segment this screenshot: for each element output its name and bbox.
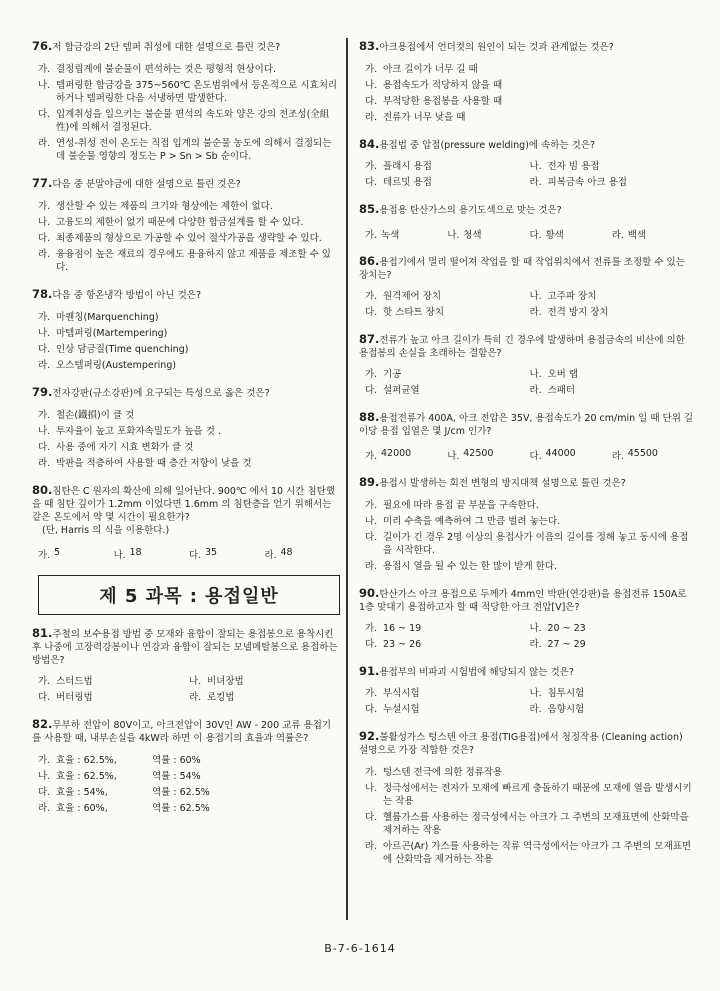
option: 고주파 장치 [547,291,597,302]
option: 백색 [627,230,647,241]
option: 생산할 수 있는 제품의 크기와 형상에는 제한이 없다. [56,201,273,212]
option: 피복금속 아크 용접 [547,177,627,188]
option: 테르밋 용접 [383,177,432,188]
question-83: 83.아크용접에서 언더컷의 원인이 되는 것과 관계없는 것은? 가. 아크 길이가 너무 길 때 나. 용접속도가 적당하지 않을 때 다. 부적당한 용접봉을 사용할 때 라. 전류가 너무 낮을 때 [359,40,694,124]
option: 44000 [545,448,576,459]
right-column [359,40,694,880]
option: 황색 [545,230,564,241]
option: 전격 방지 장치 [547,307,609,318]
question-note: (단, Harris 의 식을 이용한다.) [42,525,170,536]
option: 플래시 용접 [383,161,432,172]
question-88: 88.용접전류가 400A, 아크 전압은 35V, 용접속도가 20 cm/min 일 때 단위 길이당 용접 입열은 몇 J/cm 인가? 가. 42000 나. 42500 다. 44000 라. 45500 [359,410,694,462]
option: 18 [129,547,142,558]
option: 마템퍼링(Martempering) [56,328,168,339]
option: 설퍼균열 [383,385,420,396]
option: 35 [205,547,218,558]
option: 용접시 열을 될 수 있는 한 많이 받게 한다. [383,561,558,572]
option: 박판을 적층하여 사용할 때 층간 저항이 낮을 것 [56,458,252,469]
option: 다. 효율 : 54%, 역률 : 62.5% [38,787,210,798]
option: 나. 효율 : 62.5%, 역률 : 54% [38,771,201,782]
question-87: 87.전류가 높고 아크 길이가 특히 긴 경우에 발생하며 용접금속의 비산에 의한 용접봉의 손실을 초래하는 결함은? 가. 기공 나. 오버 랩 다. 설퍼균열 라. 스패터 [359,332,685,396]
option: 아르곤(Ar) 가스를 사용하는 직류 역극성에서는 아크가 그 주변의 모재표면에 산화막을 제거하는 작용 [383,841,692,865]
option: 헬륨가스를 사용하는 정극성에서는 아크가 그 주변의 모재표면에 산화막을 제거하는 작용 [383,812,689,836]
option: 길이가 긴 경우 2명 이상의 용접사가 이음의 길이를 정해 놓고 동시에 용접을 시작한다. [383,532,689,556]
option: 고융도의 제한이 없기 때문에 다양한 합금설계를 할 수 있다. [56,217,304,228]
option: 투자율이 높고 포화자속밀도가 높을 것 . [56,426,221,437]
option: 융융점이 높은 재료의 경우에도 용융하지 않고 제품을 제조할 수 있다. [56,249,331,273]
option: 로킹법 [207,692,235,703]
page-footer-code: B-7-6-1614 [324,942,396,955]
option: 미리 수축을 예측하여 그 만큼 벌려 놓는다. [383,516,561,527]
option: 27 ~ 29 [547,639,586,650]
option: 마퀜칭(Marquenching) [56,312,159,323]
section-title: 제 5 과목 : 용접일반 [38,575,340,615]
option: 부식시험 [383,688,420,699]
option: 5 [54,547,61,558]
option: 누설시험 [383,704,420,715]
option: 스패터 [547,385,576,396]
question-86: 86.용접기에서 멀리 떨어져 작업을 할 때 작업위치에서 전류를 조정할 수 있는 장치는? 가. 원격제어 장치 나. 고주파 장치 다. 핫 스타트 장치 라. 전격 방지 장치 [359,254,685,318]
option: 텅스텐 전극에 의한 정류작용 [383,767,503,778]
option: 원격제어 장치 [383,291,442,302]
question-89: 89.용접시 발생하는 회전 변형의 방지대책 설명으로 틀린 것은? 가. 필요에 따라 용접 끝 부분을 구속한다. 나. 미리 수축을 예측하여 그 만큼 벌려 놓는다. 다. 길이가 긴 경우 2명 이상의 용접사가 이음의 길이를 정해 놓고 동시에 용접을 시작한다. 라. 용접시 열을 될 수 있는 한 많이 받게 한다. [359,476,694,573]
option: 전류가 너무 낮을 때 [383,112,466,123]
option: 용접속도가 적당하지 않을 때 [383,80,503,91]
option: 부적당한 용접봉을 사용할 때 [383,96,503,107]
option: 비녀장법 [207,676,244,687]
option: 기공 [383,369,402,380]
option: 48 [280,547,293,558]
option: 오버 랩 [547,369,579,380]
option: 16 ~ 19 [383,623,422,634]
option: 녹색 [381,230,400,241]
column-divider [346,38,348,920]
option: 23 ~ 26 [383,639,422,650]
question-85: 85.용접용 탄산가스의 용기도색으로 맞는 것은? 가. 녹색 나. 청색 다. 황색 라. 백색 [359,202,647,241]
option: 입계취성을 일으키는 불순물 편석의 속도와 양은 강의 전조성(全組性)에 의해서 결정된다. [56,109,330,133]
option: 가. 효율 : 62.5%, 역률 : 60% [38,755,201,766]
option: 전자 빔 용접 [547,161,600,172]
option: 오스템퍼링(Austempering) [56,360,177,371]
option: 연성-취성 전이 온도는 직접 입계의 불순물 농도에 의해서 결정되는데 불순물 영향의 정도는 P > Sn > Sb 순이다. [56,138,332,162]
option: 스터드법 [56,676,93,687]
option: 핫 스타트 장치 [383,307,445,318]
question-76: 76.저 합금강의 2단 템퍼 취성에 대한 설명으로 틀린 것은? 가. 결정립계에 불순물이 편석하는 것은 평형적 현상이다. 나. 템퍼링한 합금강을 375~560℃ 온도범위에서 등온적으로 시효처리하거나 템퍼링한 다음 서냉하면 발생한다. 다. 입계취성을 일으키는 불순물 편석의 속도와 양은 강의 전조성(全組性)에 의해서 결정된다. 라. 연성-취성 전이 온도는 직접 입계의 불순물 농도에 의해서 결정되는데 불순물 영향의 정도는 P > Sn > Sb 순이다. [32,40,340,163]
question-77: 77.다음 중 분말야금에 대한 설명으로 틀린 것은? 가. 생산할 수 있는 제품의 크기와 형상에는 제한이 없다. 나. 고융도의 제한이 없기 때문에 다양한 합금설계를 할 수 있다. 다. 최종제품의 형상으로 가공할 수 있어 절삭가공을 생략할 수 있다. 라. 융융점이 높은 재료의 경우에도 용융하지 않고 제품을 제조할 수 있다. [32,177,340,274]
option: 최종제품의 형상으로 가공할 수 있어 절삭가공을 생략할 수 있다. [56,233,322,244]
option: 철손(鐵損)이 클 것 [56,410,135,421]
question-90: 90.탄산가스 아크 용접으로 두께가 4mm인 박판(연강판)을 용접전류 150A로 1층 맞대기 용접하고자 할 때 적당한 아크 전압[V]은? 가. 16 ~ 19 나. 20 ~ 23 다. 23 ~ 26 라. 27 ~ 29 [359,586,687,650]
question-79: 79.전자강판(규소강판)에 요구되는 특성으로 옳은 것은? 가. 철손(鐵損)이 클 것 나. 투자율이 높고 포화자속밀도가 높을 것 . 다. 사용 중에 자기 시효 변화가 클 것 라. 박판을 적층하여 사용할 때 층간 저항이 낮을 것 [32,386,340,470]
option: 템퍼링한 합금강을 375~560℃ 온도범위에서 등온적으로 시효처리하거나 템퍼링한 다음 서냉하면 발생한다. [56,80,338,104]
option: 정극성에서는 전자가 모재에 빠르게 충돌하기 때문에 모재에 열을 발생시키는 작용 [383,783,692,807]
question-80: 80.침탄은 C 원자의 확산에 의해 일어난다. 900℃ 에서 10 시간 침탄했을 때 침탄 깊이가 1.2mm 이었다면 1.6mm 의 침탄층을 얻기 위해서는 같은 온도에서 약 몇 시간이 필요한가? (단, Harris 의 식을 이용한다.) 가. 5 나. 18 다. 35 라. 48 [32,484,340,561]
question-84: 84.용접법 중 압접(pressure welding)에 속하는 것은? 가. 플래시 용접 나. 전자 빔 용접 다. 테르밋 용접 라. 피복금속 아크 용접 [359,137,627,188]
option: 청색 [463,230,482,241]
question-81: 81.주철의 보수용접 방법 중 모재와 융합이 잘되는 용접봉으로 용착시킨 후 나중에 고장력강봉이나 연강과 융합이 잘되는 모넬메탈봉으로 용접하는 방법은? 가. 스터드법 나. 비녀장법 다. 버터링법 라. 로킹법 [32,626,338,703]
option: 라. 효율 : 60%, 역률 : 62.5% [38,803,210,814]
option: 45500 [627,448,658,459]
option: 아크 길이가 너무 길 때 [383,64,478,75]
option: 결정립계에 불순물이 편석하는 것은 평형적 현상이다. [56,64,277,75]
option: 사용 중에 자기 시효 변화가 클 것 [56,442,194,453]
option: 음향시험 [547,704,585,715]
question-91: 91.용접부의 비파괴 시험법에 해당되지 않는 것은? 가. 부식시험 나. 침투시험 다. 누설시험 라. 음향시험 [359,664,585,715]
question-78: 78.다음 중 항온냉각 방법이 아닌 것은? 가. 마퀜칭(Marquenching) 나. 마템퍼링(Martempering) 다. 인상 담금질(Time quenching) 라. 오스템퍼링(Austempering) [32,288,340,372]
option: 인상 담금질(Time quenching) [56,344,189,355]
option: 42500 [463,448,494,459]
option: 42000 [381,448,412,459]
question-82: 82.무부하 전압이 80V이고, 아크전압이 30V인 AW - 200 교류 용접기를 사용할 때, 내부손실을 4kW라 하면 이 용접기의 효율과 역률은? 가. 효율 : 62.5%, 역률 : 60% 나. 효율 : 62.5%, 역률 : 54% 다. 효율 : 54%, 역률 : 62.5% 라. 효율 : 60%, 역률 : 62.5% [32,718,340,815]
option: 침투시험 [547,688,585,699]
left-column [32,40,340,829]
option: 20 ~ 23 [547,623,586,634]
question-92: 92.불활성가스 텅스텐 아크 용접(TIG용접)에서 청정작용 (Cleaning action) 설명으로 가장 적합한 것은? 가. 텅스텐 전극에 의한 정류작용 나. 정극성에서는 전자가 모재에 빠르게 충돌하기 때문에 모재에 열을 발생시키는 작용 다. 헬륨가스를 사용하는 정극성에서는 아크가 그 주변의 모재표면에 산화막을 제거하는 작용 라. 아르곤(Ar) 가스를 사용하는 직류 역극성에서는 아크가 그 주변의 모재표면에 산화막을 제거하는 작용 [359,730,694,866]
option: 필요에 따라 용접 끝 부분을 구속한다. [383,500,539,511]
option: 버터링법 [56,692,93,703]
